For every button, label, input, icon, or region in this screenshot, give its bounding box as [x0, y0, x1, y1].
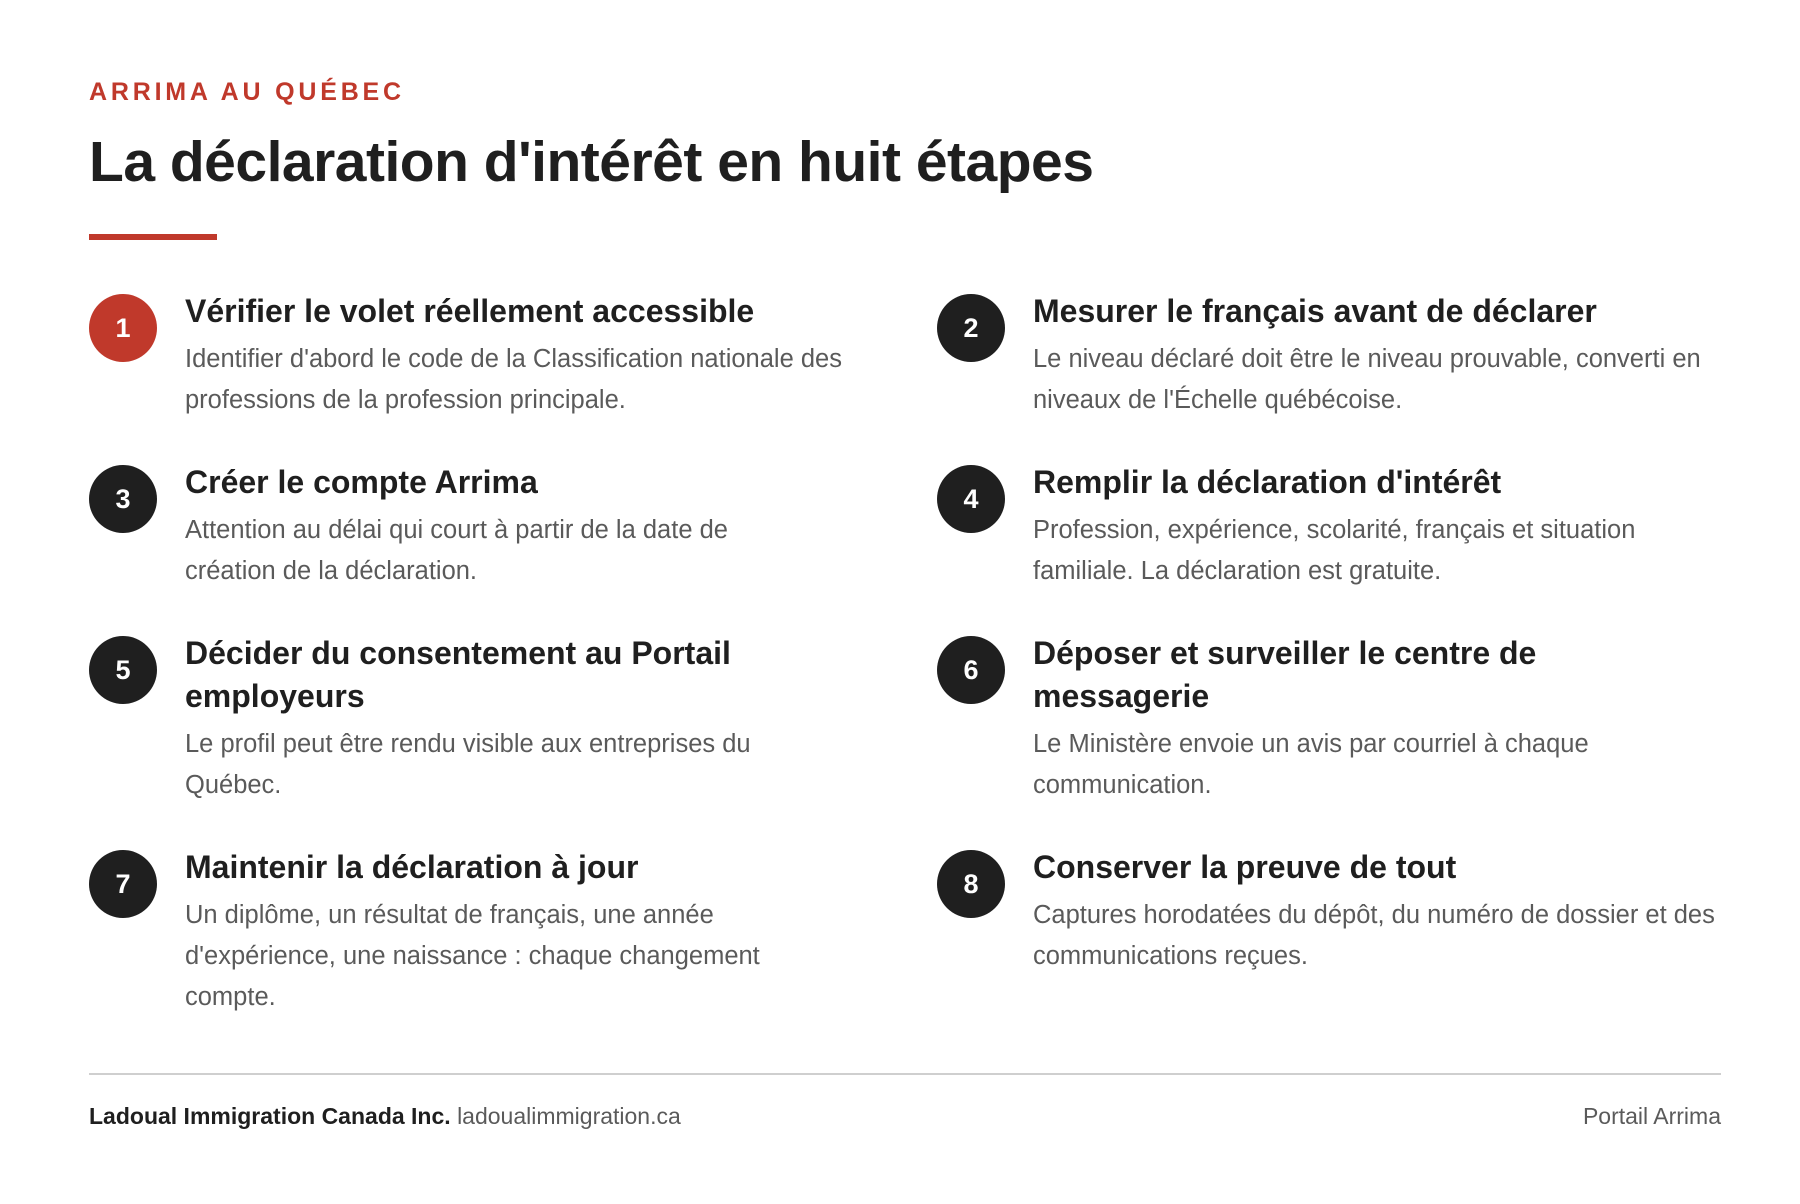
- step-number-badge: 6: [937, 636, 1005, 704]
- step-description: Le profil peut être rendu visible aux entreprises du Québec.: [185, 730, 751, 799]
- step-title: Mesurer le français avant de déclarer: [1033, 293, 1597, 329]
- step-number-badge: 7: [89, 850, 157, 918]
- step-description: Le niveau déclaré doit être le niveau prouvable, converti en niveaux de l'Échelle québécoise.: [1033, 345, 1701, 414]
- step-description: Attention au délai qui court à partir de la date de création de la déclaration.: [185, 516, 728, 585]
- step-text: [185, 461, 805, 592]
- step-title: Vérifier le volet réellement accessible: [185, 293, 755, 329]
- step-text: [1033, 846, 1723, 977]
- step-description: Profession, expérience, scolarité, français et situation familiale. La déclaration est gratuite.: [1033, 516, 1636, 585]
- step-text: [1033, 461, 1723, 592]
- step-number-badge: 2: [937, 294, 1005, 362]
- step-description: Identifier d'abord le code de la Classification nationale des professions de la profession principale.: [185, 345, 842, 414]
- footer-company: Ladoual Immigration Canada Inc.: [89, 1103, 451, 1129]
- step-description: Un diplôme, un résultat de français, une année d'expérience, une naissance : chaque changement compte.: [185, 901, 760, 1011]
- step-title: Maintenir la déclaration à jour: [185, 849, 639, 885]
- step-text: [1033, 290, 1723, 421]
- step-number-badge: 1: [89, 294, 157, 362]
- step-number-badge: 8: [937, 850, 1005, 918]
- step-number-badge: 5: [89, 636, 157, 704]
- eyebrow-label: ARRIMA AU QUÉBEC: [89, 78, 405, 106]
- step-description: Le Ministère envoie un avis par courriel à chaque communication.: [1033, 730, 1589, 799]
- title-accent-rule: [89, 234, 217, 240]
- step-title: Créer le compte Arrima: [185, 464, 538, 500]
- footer: [89, 1103, 1721, 1130]
- step-title: Conserver la preuve de tout: [1033, 849, 1457, 885]
- footer-website[interactable]: ladoualimmigration.ca: [457, 1103, 681, 1129]
- footer-divider: [89, 1073, 1721, 1075]
- footer-left: [89, 1103, 681, 1130]
- step-text: [1033, 632, 1673, 806]
- step-number-badge: 4: [937, 465, 1005, 533]
- footer-right-label: Portail Arrima: [1582, 1103, 1721, 1129]
- step-title: Déposer et surveiller le centre de messagerie: [1033, 635, 1537, 714]
- page-title: La déclaration d'intérêt en huit étapes: [89, 130, 1094, 194]
- step-title: Remplir la déclaration d'intérêt: [1033, 464, 1502, 500]
- step-number-badge: 3: [89, 465, 157, 533]
- step-description: Captures horodatées du dépôt, du numéro de dossier et des communications reçues.: [1033, 901, 1715, 970]
- step-text: [185, 632, 825, 806]
- step-text: [185, 290, 845, 421]
- step-title: Décider du consentement au Portail employeurs: [185, 635, 731, 714]
- step-text: [185, 846, 845, 1018]
